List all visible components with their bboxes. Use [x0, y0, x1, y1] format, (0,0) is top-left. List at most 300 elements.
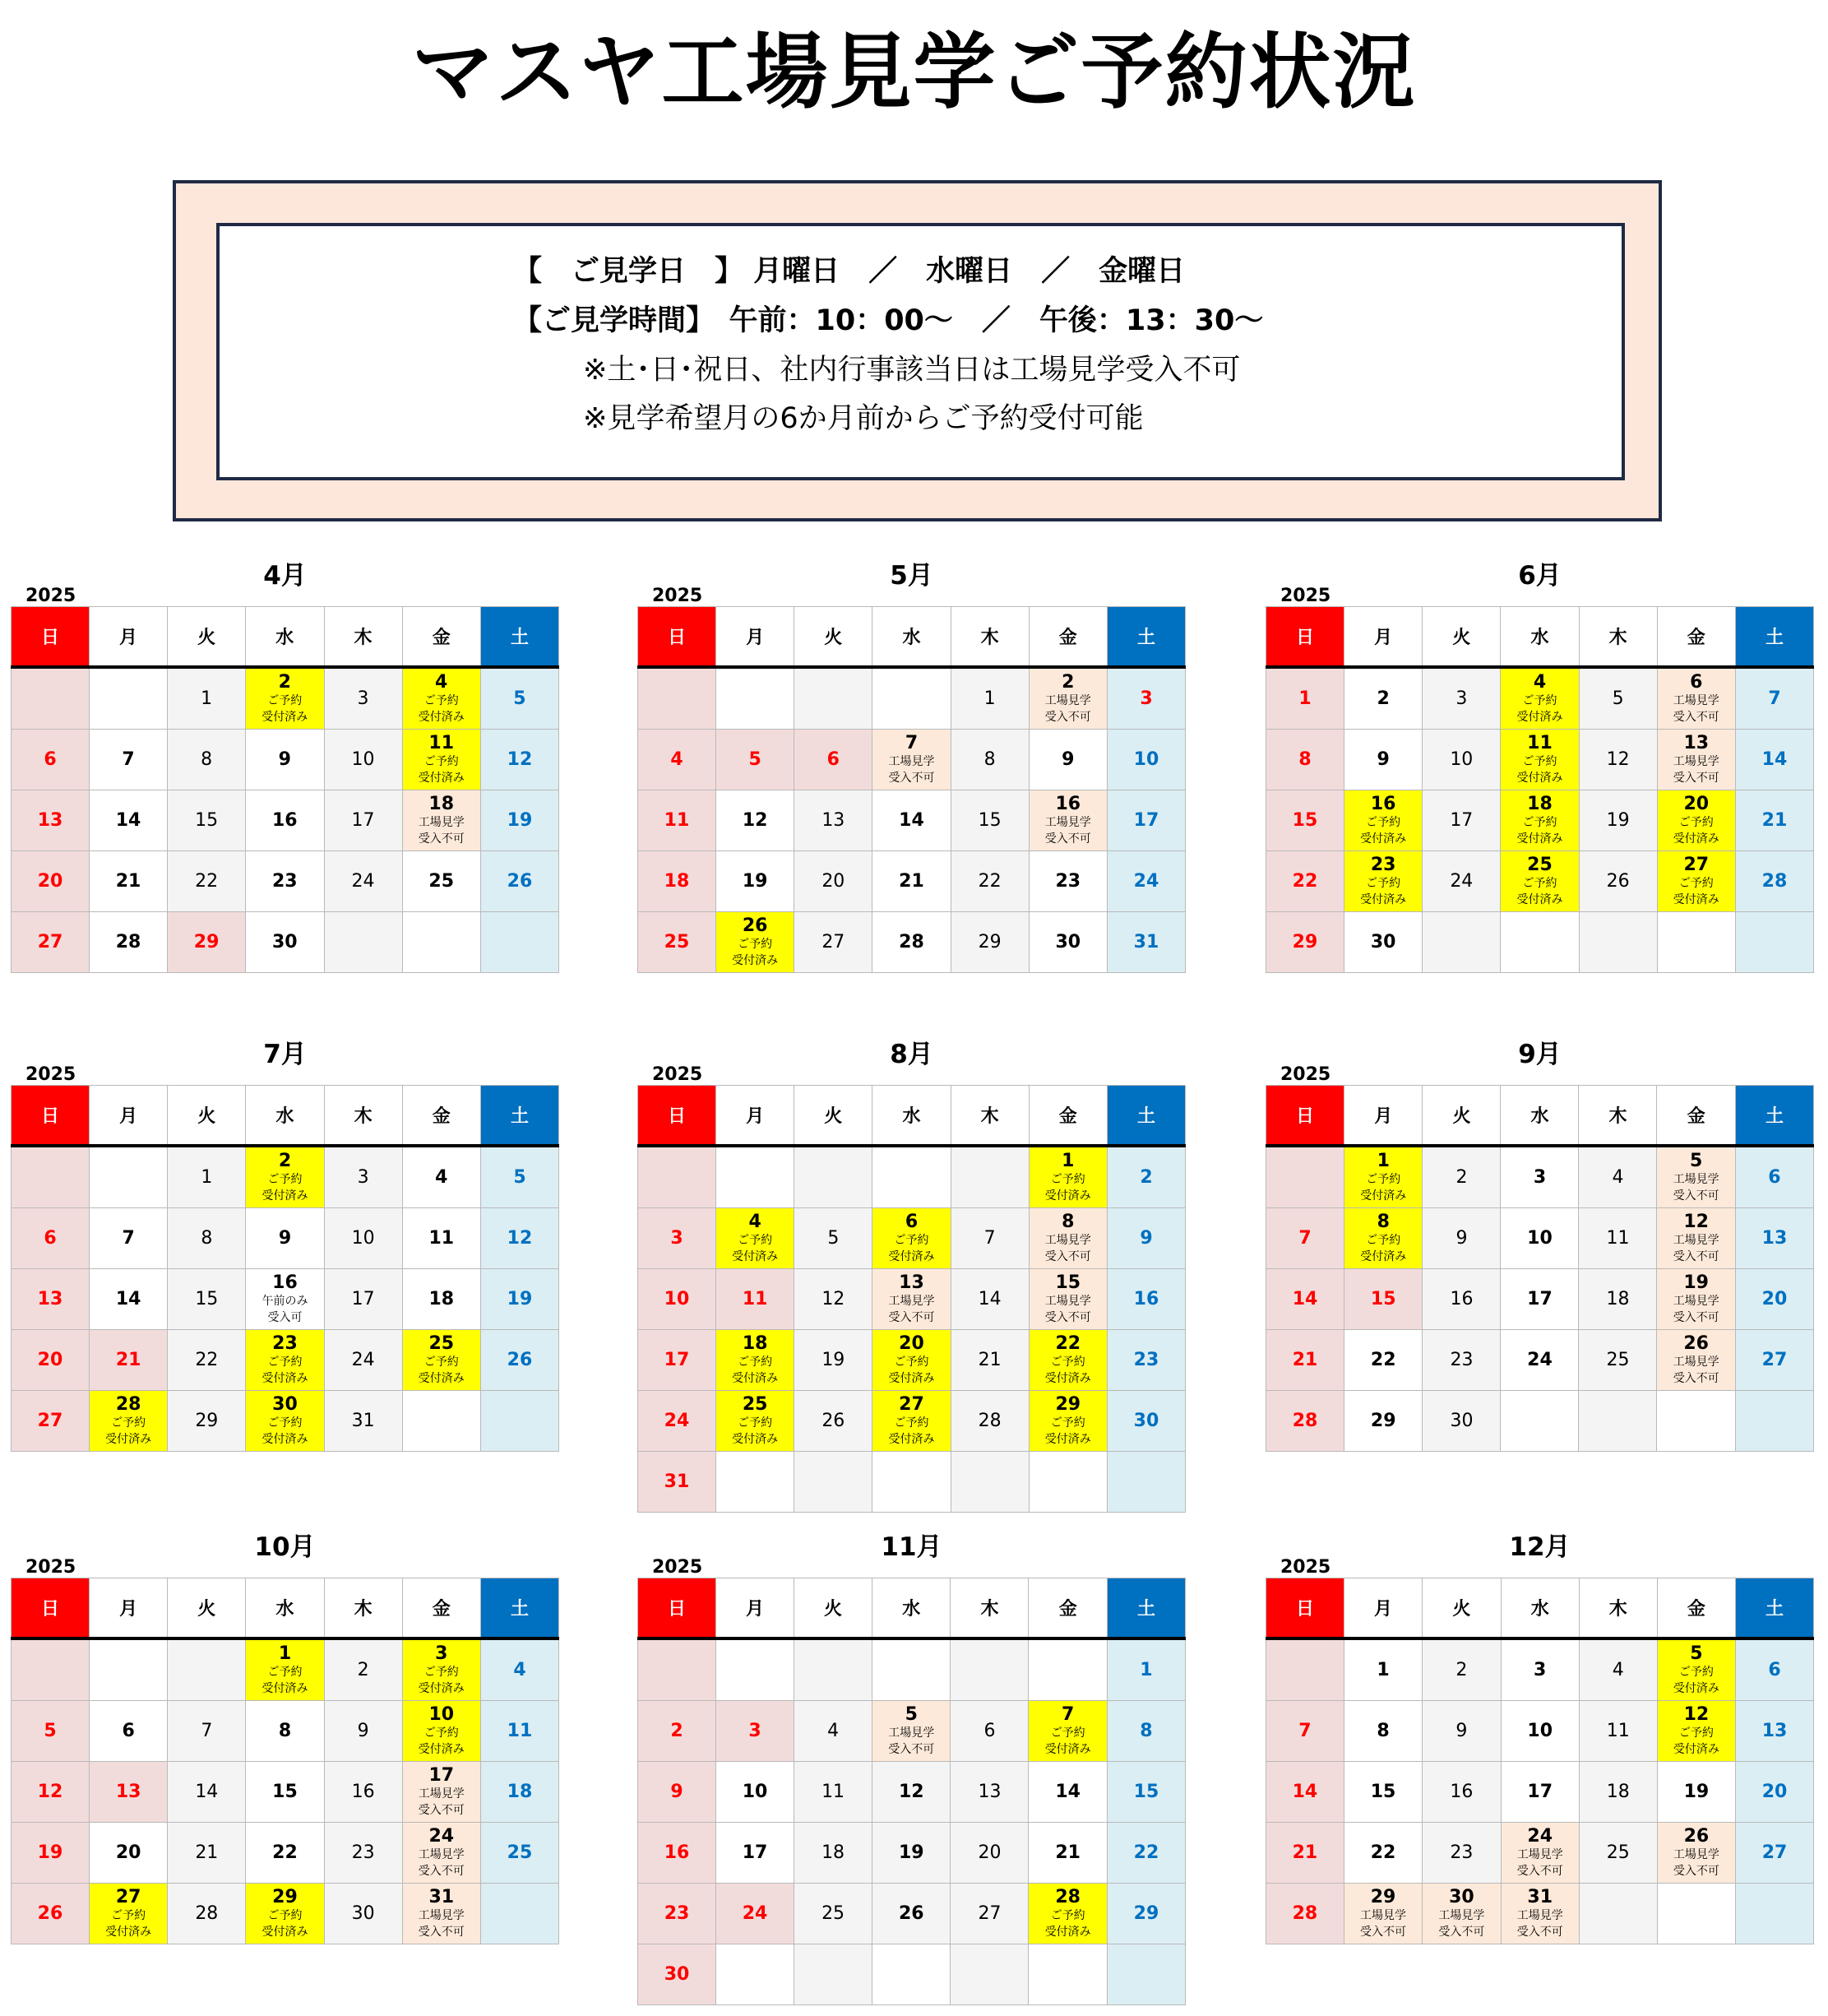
day-cell[interactable] [1501, 1762, 1579, 1823]
day-cell[interactable] [402, 790, 480, 851]
day-cell[interactable] [480, 1330, 558, 1391]
day-cell[interactable] [1029, 730, 1107, 790]
day-cell[interactable] [715, 730, 794, 790]
day-cell[interactable] [1423, 1884, 1501, 1944]
day-cell[interactable] [324, 1823, 402, 1884]
day-cell[interactable] [1579, 1701, 1657, 1762]
day-cell[interactable] [872, 1701, 951, 1762]
day-number: 9 [670, 1781, 683, 1802]
day-cell[interactable] [168, 1146, 246, 1208]
day-cell[interactable] [951, 667, 1029, 730]
day-cell[interactable] [246, 1391, 324, 1452]
day-cell[interactable] [246, 1638, 324, 1701]
day-cell[interactable] [872, 1884, 951, 1944]
day-cell[interactable] [1029, 667, 1107, 730]
day-cell[interactable] [638, 851, 716, 912]
day-cell[interactable] [872, 1208, 951, 1269]
day-number: 19 [1606, 809, 1630, 831]
day-cell[interactable] [1107, 667, 1185, 730]
day-cell[interactable] [402, 1823, 480, 1884]
day-cell[interactable] [1579, 1208, 1657, 1269]
day-cell[interactable] [90, 912, 168, 973]
day-cell[interactable] [1029, 1269, 1107, 1330]
day-cell[interactable] [1501, 790, 1579, 851]
day-cell[interactable] [168, 790, 246, 851]
day-cell[interactable] [168, 1823, 246, 1884]
day-cell[interactable] [1029, 1146, 1107, 1208]
day-cell[interactable] [872, 1762, 951, 1823]
day-cell[interactable] [794, 730, 872, 790]
day-cell[interactable] [872, 730, 951, 790]
day-cell[interactable] [872, 1391, 951, 1452]
day-cell[interactable] [1029, 1701, 1107, 1762]
day-cell[interactable] [1344, 790, 1422, 851]
day-cell[interactable] [951, 790, 1029, 851]
day-number: 28 [115, 931, 141, 952]
day-cell[interactable] [715, 1269, 794, 1330]
day-cell[interactable] [1657, 1269, 1735, 1330]
day-cell[interactable] [638, 1452, 716, 1513]
day-cell[interactable] [168, 1208, 246, 1269]
day-cell[interactable] [1107, 1823, 1185, 1884]
day-cell[interactable] [794, 1208, 872, 1269]
day-cell[interactable] [1579, 1146, 1657, 1208]
day-cell[interactable] [1735, 667, 1813, 730]
day-cell[interactable] [324, 1208, 402, 1269]
day-cell[interactable] [794, 1762, 872, 1823]
day-cell[interactable] [1657, 730, 1735, 790]
day-cell[interactable] [872, 790, 951, 851]
day-cell[interactable] [1029, 1884, 1107, 1944]
day-cell[interactable] [638, 1762, 716, 1823]
day-cell[interactable] [1579, 1762, 1657, 1823]
day-cell[interactable] [324, 1330, 402, 1391]
day-cell[interactable] [638, 730, 716, 790]
day-cell[interactable] [1344, 1208, 1423, 1269]
day-cell[interactable] [1579, 667, 1657, 730]
day-cell[interactable] [480, 1823, 558, 1884]
day-cell[interactable] [1344, 1884, 1422, 1944]
day-cell[interactable] [1344, 1762, 1422, 1823]
day-cell[interactable] [951, 1330, 1029, 1391]
day-cell[interactable] [1657, 790, 1735, 851]
day-cell[interactable] [1657, 851, 1735, 912]
day-cell[interactable] [480, 1638, 558, 1701]
day-cell[interactable] [168, 1762, 246, 1823]
day-cell[interactable] [716, 1884, 794, 1944]
day-cell[interactable] [715, 1208, 794, 1269]
empty-cell [12, 667, 90, 730]
day-cell[interactable] [402, 1701, 480, 1762]
day-cell[interactable] [168, 1391, 246, 1452]
day-cell[interactable] [90, 851, 168, 912]
day-cell[interactable] [1423, 1638, 1501, 1701]
day-cell[interactable] [168, 667, 246, 730]
day-number: 19 [742, 870, 768, 892]
day-cell[interactable] [1107, 1269, 1185, 1330]
day-cell[interactable] [638, 1269, 716, 1330]
month-title: 10月 [254, 1532, 316, 1562]
day-cell[interactable] [794, 1269, 872, 1330]
day-cell[interactable] [1266, 730, 1344, 790]
day-cell[interactable] [951, 912, 1029, 973]
day-cell[interactable] [872, 1823, 951, 1884]
day-cell[interactable] [1344, 1269, 1423, 1330]
day-cell[interactable] [715, 790, 794, 851]
day-cell[interactable] [480, 667, 558, 730]
day-cell[interactable] [872, 851, 951, 912]
day-cell[interactable] [402, 1638, 480, 1701]
day-cell[interactable] [872, 912, 951, 973]
day-cell[interactable] [402, 1208, 480, 1269]
day-cell[interactable] [402, 1884, 480, 1944]
day-cell[interactable] [1501, 1884, 1579, 1944]
day-cell[interactable] [1266, 1762, 1344, 1823]
day-cell[interactable] [1735, 1146, 1813, 1208]
day-cell[interactable] [1266, 1208, 1344, 1269]
day-status-note: ご予約 [1522, 815, 1557, 829]
day-cell[interactable] [1501, 851, 1579, 912]
day-cell[interactable] [1736, 1823, 1814, 1884]
day-cell[interactable] [1501, 1701, 1579, 1762]
day-cell[interactable] [12, 730, 90, 790]
day-cell[interactable] [716, 1823, 794, 1884]
day-cell[interactable] [168, 1701, 246, 1762]
day-cell[interactable] [12, 1884, 90, 1944]
day-cell[interactable] [1344, 1146, 1423, 1208]
day-cell[interactable] [324, 1701, 402, 1762]
day-cell[interactable] [1107, 790, 1185, 851]
day-cell[interactable] [246, 1269, 324, 1330]
day-cell[interactable] [951, 851, 1029, 912]
day-cell[interactable] [1423, 851, 1501, 912]
day-cell[interactable] [1735, 1269, 1813, 1330]
day-cell[interactable] [12, 1391, 90, 1452]
day-status-note: 受付済み [261, 710, 308, 724]
day-cell[interactable] [1266, 912, 1344, 973]
day-cell[interactable] [1266, 851, 1344, 912]
day-cell[interactable] [246, 730, 324, 790]
day-cell[interactable] [1735, 851, 1813, 912]
day-cell[interactable] [1579, 1269, 1657, 1330]
day-cell[interactable] [246, 1762, 324, 1823]
day-cell[interactable] [1657, 1208, 1735, 1269]
day-cell[interactable] [168, 1330, 246, 1391]
day-cell[interactable] [324, 1884, 402, 1944]
day-cell[interactable] [1735, 730, 1813, 790]
day-cell[interactable] [1423, 1330, 1501, 1391]
day-cell[interactable] [12, 790, 90, 851]
day-cell[interactable] [1029, 1391, 1107, 1452]
day-cell[interactable] [1266, 790, 1344, 851]
day-cell[interactable] [1736, 1762, 1814, 1823]
day-cell[interactable] [89, 1269, 167, 1330]
day-cell[interactable] [324, 730, 402, 790]
day-cell[interactable] [1657, 1146, 1735, 1208]
day-cell[interactable] [794, 1391, 872, 1452]
day-cell[interactable] [480, 1701, 558, 1762]
day-cell[interactable] [872, 1269, 951, 1330]
day-cell[interactable] [12, 1762, 90, 1823]
day-cell[interactable] [324, 1638, 402, 1701]
day-cell[interactable] [12, 851, 90, 912]
day-cell[interactable] [1501, 1208, 1579, 1269]
day-cell[interactable] [1736, 1701, 1814, 1762]
day-cell[interactable] [1344, 1330, 1423, 1391]
day-cell[interactable] [168, 1884, 246, 1944]
day-cell[interactable] [1107, 912, 1185, 973]
day-cell[interactable] [715, 1330, 794, 1391]
day-cell[interactable] [246, 1208, 324, 1269]
day-cell[interactable] [638, 790, 716, 851]
day-cell[interactable] [1501, 1269, 1579, 1330]
day-cell[interactable] [1579, 790, 1657, 851]
day-cell[interactable] [951, 1884, 1029, 1944]
day-cell[interactable] [12, 1269, 90, 1330]
day-cell[interactable] [638, 1701, 716, 1762]
day-cell[interactable] [638, 1944, 716, 2005]
day-cell[interactable] [1029, 790, 1107, 851]
day-cell[interactable] [89, 1884, 167, 1944]
day-cell[interactable] [1107, 1884, 1185, 1944]
day-number: 17 [1527, 1288, 1553, 1309]
empty-cell [794, 1146, 872, 1208]
day-cell[interactable] [168, 851, 246, 912]
day-cell[interactable] [951, 1208, 1029, 1269]
day-cell[interactable] [951, 1391, 1029, 1452]
day-cell[interactable] [1423, 790, 1501, 851]
day-cell[interactable] [1501, 730, 1579, 790]
day-cell[interactable] [89, 1762, 167, 1823]
day-cell[interactable] [872, 1330, 951, 1391]
day-cell[interactable] [1579, 851, 1657, 912]
day-cell[interactable] [951, 1823, 1029, 1884]
day-cell[interactable] [480, 1208, 558, 1269]
day-cell[interactable] [1501, 667, 1579, 730]
day-cell[interactable] [1657, 1330, 1735, 1391]
day-cell[interactable] [90, 730, 168, 790]
day-cell[interactable] [794, 912, 872, 973]
day-cell[interactable] [1423, 1269, 1501, 1330]
day-cell[interactable] [480, 1762, 558, 1823]
day-cell[interactable] [1736, 1638, 1814, 1701]
day-cell[interactable] [1107, 1330, 1185, 1391]
day-number: 5 [748, 748, 761, 770]
day-cell[interactable] [1029, 1762, 1107, 1823]
day-cell[interactable] [12, 1701, 90, 1762]
day-cell[interactable] [1657, 1762, 1735, 1823]
day-cell[interactable] [402, 1146, 480, 1208]
weekday-header: 土 [1107, 1086, 1185, 1147]
day-cell[interactable] [1266, 1884, 1344, 1944]
day-cell[interactable] [951, 1269, 1029, 1330]
day-cell[interactable] [1266, 1269, 1344, 1330]
day-cell[interactable] [1423, 730, 1501, 790]
day-cell[interactable] [1344, 1823, 1422, 1884]
day-cell[interactable] [794, 790, 872, 851]
day-cell[interactable] [1423, 1762, 1501, 1823]
day-cell[interactable] [638, 912, 716, 973]
day-cell[interactable] [1266, 1823, 1344, 1884]
day-cell[interactable] [1266, 1330, 1344, 1391]
day-number: 6 [44, 748, 57, 770]
day-cell[interactable] [1029, 912, 1107, 973]
day-cell[interactable] [794, 1884, 872, 1944]
day-cell[interactable] [1579, 1638, 1657, 1701]
day-cell[interactable] [1344, 730, 1422, 790]
day-cell[interactable] [402, 1762, 480, 1823]
day-cell[interactable] [794, 1823, 872, 1884]
day-cell[interactable] [480, 1146, 558, 1208]
day-cell[interactable] [1735, 1208, 1813, 1269]
day-cell[interactable] [1266, 667, 1344, 730]
day-cell[interactable] [89, 1330, 167, 1391]
day-cell[interactable] [168, 1269, 246, 1330]
day-cell[interactable] [951, 730, 1029, 790]
day-cell[interactable] [1423, 1146, 1501, 1208]
day-cell[interactable] [1657, 1823, 1735, 1884]
day-cell[interactable] [1579, 730, 1657, 790]
day-number: 5 [44, 1720, 57, 1741]
day-cell[interactable] [1423, 1391, 1501, 1452]
day-cell[interactable] [1029, 1208, 1107, 1269]
day-cell[interactable] [1344, 1391, 1423, 1452]
day-cell[interactable] [715, 851, 794, 912]
day-cell[interactable] [324, 1146, 402, 1208]
day-cell[interactable] [168, 730, 246, 790]
weekday-header: 水 [246, 1578, 324, 1639]
day-cell[interactable] [716, 1762, 794, 1823]
day-cell[interactable] [12, 1330, 90, 1391]
day-cell[interactable] [480, 730, 558, 790]
day-cell[interactable] [1344, 1638, 1422, 1701]
day-cell[interactable] [89, 1823, 167, 1884]
day-cell[interactable] [89, 1701, 167, 1762]
day-cell[interactable] [246, 912, 324, 973]
day-cell[interactable] [1657, 667, 1735, 730]
day-cell[interactable] [1423, 1701, 1501, 1762]
day-cell[interactable] [1657, 1701, 1735, 1762]
day-cell[interactable] [402, 851, 480, 912]
day-number: 3 [1140, 688, 1153, 709]
day-status-note: 受付済み [1360, 1249, 1407, 1263]
day-cell[interactable] [402, 1269, 480, 1330]
day-cell[interactable] [90, 790, 168, 851]
day-cell[interactable] [638, 1208, 716, 1269]
day-cell[interactable] [1107, 1146, 1185, 1208]
day-number: 12 [37, 1781, 63, 1802]
day-cell[interactable] [794, 1701, 872, 1762]
day-cell[interactable] [1029, 1823, 1107, 1884]
day-cell[interactable] [951, 1762, 1029, 1823]
day-cell[interactable] [1657, 1638, 1735, 1701]
day-cell[interactable] [638, 1823, 716, 1884]
day-cell[interactable] [480, 790, 558, 851]
day-cell[interactable] [1266, 1391, 1344, 1452]
day-cell[interactable] [951, 1701, 1029, 1762]
day-cell[interactable] [246, 667, 324, 730]
day-cell[interactable] [246, 1823, 324, 1884]
day-number: 16 [1133, 1288, 1159, 1309]
day-cell[interactable] [1735, 790, 1813, 851]
day-cell[interactable] [480, 851, 558, 912]
day-cell[interactable] [12, 1823, 90, 1884]
day-cell[interactable] [1344, 912, 1422, 973]
day-cell[interactable] [1107, 1701, 1185, 1762]
day-cell[interactable] [246, 1701, 324, 1762]
day-cell[interactable] [480, 1269, 558, 1330]
day-cell[interactable] [246, 1146, 324, 1208]
day-cell[interactable] [1423, 1208, 1501, 1269]
day-cell[interactable] [1029, 851, 1107, 912]
day-cell[interactable] [1579, 1330, 1657, 1391]
day-cell[interactable] [168, 912, 246, 973]
day-cell[interactable] [89, 1208, 167, 1269]
day-cell[interactable] [715, 1391, 794, 1452]
day-cell[interactable] [1029, 1330, 1107, 1391]
day-cell[interactable] [1107, 851, 1185, 912]
day-cell[interactable] [715, 912, 794, 973]
day-cell[interactable] [324, 851, 402, 912]
day-number: 4 [435, 671, 448, 693]
day-cell[interactable] [1107, 1638, 1185, 1701]
day-cell[interactable] [1579, 1823, 1657, 1884]
day-cell[interactable] [638, 1391, 716, 1452]
day-cell[interactable] [1107, 730, 1185, 790]
day-cell[interactable] [12, 912, 90, 973]
day-cell[interactable] [1735, 1330, 1813, 1391]
day-status-note: 工場見学 [1044, 1294, 1091, 1308]
day-cell[interactable] [402, 667, 480, 730]
day-cell[interactable] [89, 1391, 167, 1452]
day-cell[interactable] [12, 1208, 90, 1269]
day-cell[interactable] [324, 1391, 402, 1452]
day-cell[interactable] [1423, 667, 1501, 730]
day-cell[interactable] [794, 1330, 872, 1391]
day-cell[interactable] [402, 1330, 480, 1391]
day-cell[interactable] [246, 790, 324, 851]
weekday-header: 金 [1029, 1578, 1107, 1639]
month-title: 12月 [1509, 1532, 1571, 1562]
day-cell[interactable] [324, 1762, 402, 1823]
day-cell[interactable] [1266, 1701, 1344, 1762]
day-cell[interactable] [246, 1884, 324, 1944]
day-cell[interactable] [1344, 851, 1422, 912]
day-cell[interactable] [638, 1330, 716, 1391]
day-cell[interactable] [246, 851, 324, 912]
day-cell[interactable] [1423, 1823, 1501, 1884]
day-cell[interactable] [638, 1884, 716, 1944]
day-status-note: 受付済み [418, 1681, 465, 1695]
day-cell[interactable] [324, 790, 402, 851]
day-cell[interactable] [402, 730, 480, 790]
day-cell[interactable] [1344, 1701, 1422, 1762]
day-number: 25 [742, 1393, 768, 1415]
day-cell[interactable] [1501, 1146, 1579, 1208]
day-cell[interactable] [324, 1269, 402, 1330]
day-cell[interactable] [1107, 1762, 1185, 1823]
day-cell[interactable] [1501, 1330, 1579, 1391]
day-cell[interactable] [1107, 1391, 1185, 1452]
day-cell[interactable] [324, 667, 402, 730]
day-cell[interactable] [1501, 1823, 1579, 1884]
day-cell[interactable] [716, 1701, 794, 1762]
day-cell[interactable] [1107, 1208, 1185, 1269]
day-cell[interactable] [246, 1330, 324, 1391]
day-cell[interactable] [1501, 1638, 1579, 1701]
day-cell[interactable] [794, 851, 872, 912]
day-cell[interactable] [1344, 667, 1422, 730]
